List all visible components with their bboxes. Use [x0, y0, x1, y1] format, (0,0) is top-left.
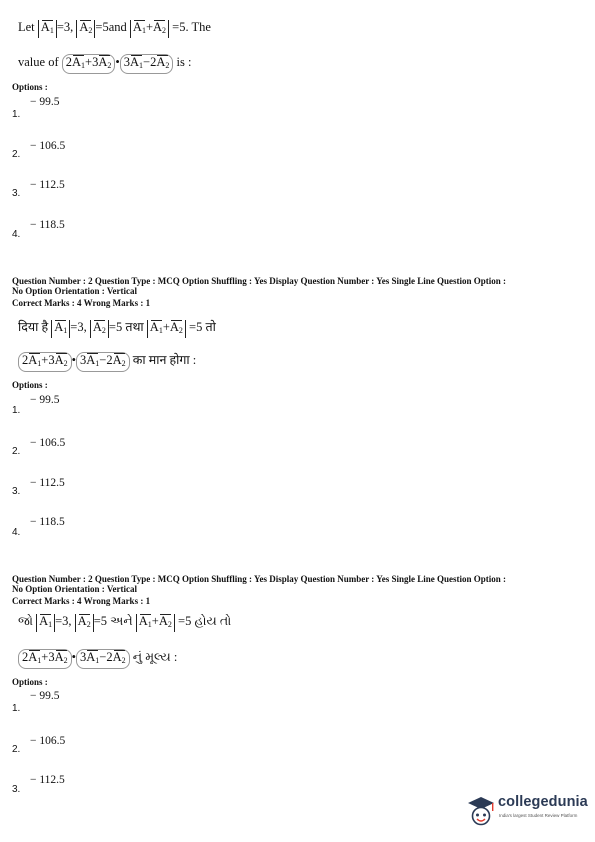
vector-expr-2: $3A_1-2A_2$	[76, 352, 130, 372]
option-number: 2.	[12, 446, 21, 457]
abs-a2: $A_2$	[90, 320, 109, 338]
option-number: 3.	[12, 784, 21, 795]
question-stem-line-2	[18, 649, 177, 669]
question-stem-line-2	[18, 54, 191, 74]
option-number: 4.	[12, 527, 21, 538]
question-stem-line-1	[18, 318, 216, 338]
option-number: 2.	[12, 744, 21, 755]
graduation-cap-icon	[466, 794, 496, 828]
question-meta-line-1: Question Number : 2 Question Type : MCQ Option Shuffling : Yes Display Question Number : Yes Single Line Question Option :	[12, 574, 506, 584]
option-value: − 118.5	[30, 516, 65, 528]
option-number: 1.	[12, 405, 21, 416]
stem-eq: =3,	[70, 320, 87, 334]
option-value: − 99.5	[30, 690, 60, 702]
abs-a1: $A_1$	[51, 320, 70, 338]
option-value: − 106.5	[30, 735, 66, 747]
question-meta-line-2: No Option Orientation : Vertical	[12, 286, 137, 296]
collegedunia-logo	[466, 792, 591, 832]
vector-expr-1: $2A_1+3A_2$	[62, 54, 116, 74]
marks-line: Correct Marks : 4 Wrong Marks : 1	[12, 298, 151, 308]
option-value: − 106.5	[30, 437, 66, 449]
abs-a1: $A_1$	[38, 20, 57, 38]
option-value: − 99.5	[30, 96, 60, 108]
options-label: Options :	[12, 82, 48, 92]
options-label: Options :	[12, 677, 48, 687]
option-value: − 112.5	[30, 774, 65, 786]
options-label: Options :	[12, 380, 48, 390]
option-number: 3.	[12, 486, 21, 497]
option-value: − 99.5	[30, 394, 60, 406]
vector-expr-1: $2A_1+3A_2$	[18, 352, 72, 372]
option-number: 3.	[12, 188, 21, 199]
stem-eq: =3,	[56, 20, 74, 34]
stem-word: दिया है	[18, 320, 49, 334]
stem-word: નું મૂલ્ય :	[132, 650, 178, 664]
option-value: − 112.5	[30, 477, 65, 489]
logo-tagline: India's largest Student Review Platform	[499, 813, 578, 818]
option-value: − 106.5	[30, 140, 66, 152]
stem-eq: =5 હોય તો	[178, 614, 232, 628]
stem-word: જો	[18, 614, 33, 628]
dot-operator: •	[115, 55, 120, 69]
stem-eq: =5. The	[172, 20, 211, 34]
abs-a2: $A_2$	[76, 20, 95, 38]
stem-word: Let	[18, 20, 35, 34]
abs-a1-plus-a2: $A_1+A_2$	[136, 614, 175, 632]
stem-word: value of	[18, 55, 59, 69]
stem-eq: =5and	[95, 20, 127, 34]
stem-eq: =5 तो	[189, 320, 216, 334]
option-number: 2.	[12, 149, 21, 160]
vector-expr-2: $3A_1-2A_2$	[76, 649, 130, 669]
option-number: 4.	[12, 229, 21, 240]
vector-expr-2: $3A_1-2A_2$	[120, 54, 174, 74]
dot-operator: •	[71, 353, 77, 367]
logo-wordmark: collegedunia	[498, 794, 588, 810]
marks-line: Correct Marks : 4 Wrong Marks : 1	[12, 596, 151, 606]
question-stem-line-2	[18, 351, 196, 372]
question-meta-line-2: No Option Orientation : Vertical	[12, 584, 137, 594]
option-number: 1.	[12, 109, 21, 120]
stem-word: is :	[176, 55, 192, 69]
vector-expr-1: $2A_1+3A_2$	[18, 649, 72, 669]
option-value: − 118.5	[30, 219, 65, 231]
abs-a1: $A_1$	[36, 614, 55, 632]
option-number: 1.	[12, 703, 21, 714]
question-stem-line-1	[18, 20, 211, 38]
question-meta-line-1: Question Number : 2 Question Type : MCQ Option Shuffling : Yes Display Question Number : Yes Single Line Question Option :	[12, 276, 506, 286]
stem-eq: =5 तथा	[108, 320, 144, 334]
stem-eq: =5 અને	[93, 614, 133, 628]
abs-a1-plus-a2: $A_1+A_2$	[147, 320, 186, 338]
stem-word: का मान होगा :	[132, 353, 197, 367]
dot-operator: •	[71, 650, 77, 664]
option-value: − 112.5	[30, 179, 65, 191]
question-stem-line-1	[18, 614, 231, 632]
stem-eq: =3,	[55, 614, 72, 628]
abs-a2: $A_2$	[75, 614, 94, 632]
abs-a1-plus-a2: $A_1+A_2$	[130, 20, 169, 38]
